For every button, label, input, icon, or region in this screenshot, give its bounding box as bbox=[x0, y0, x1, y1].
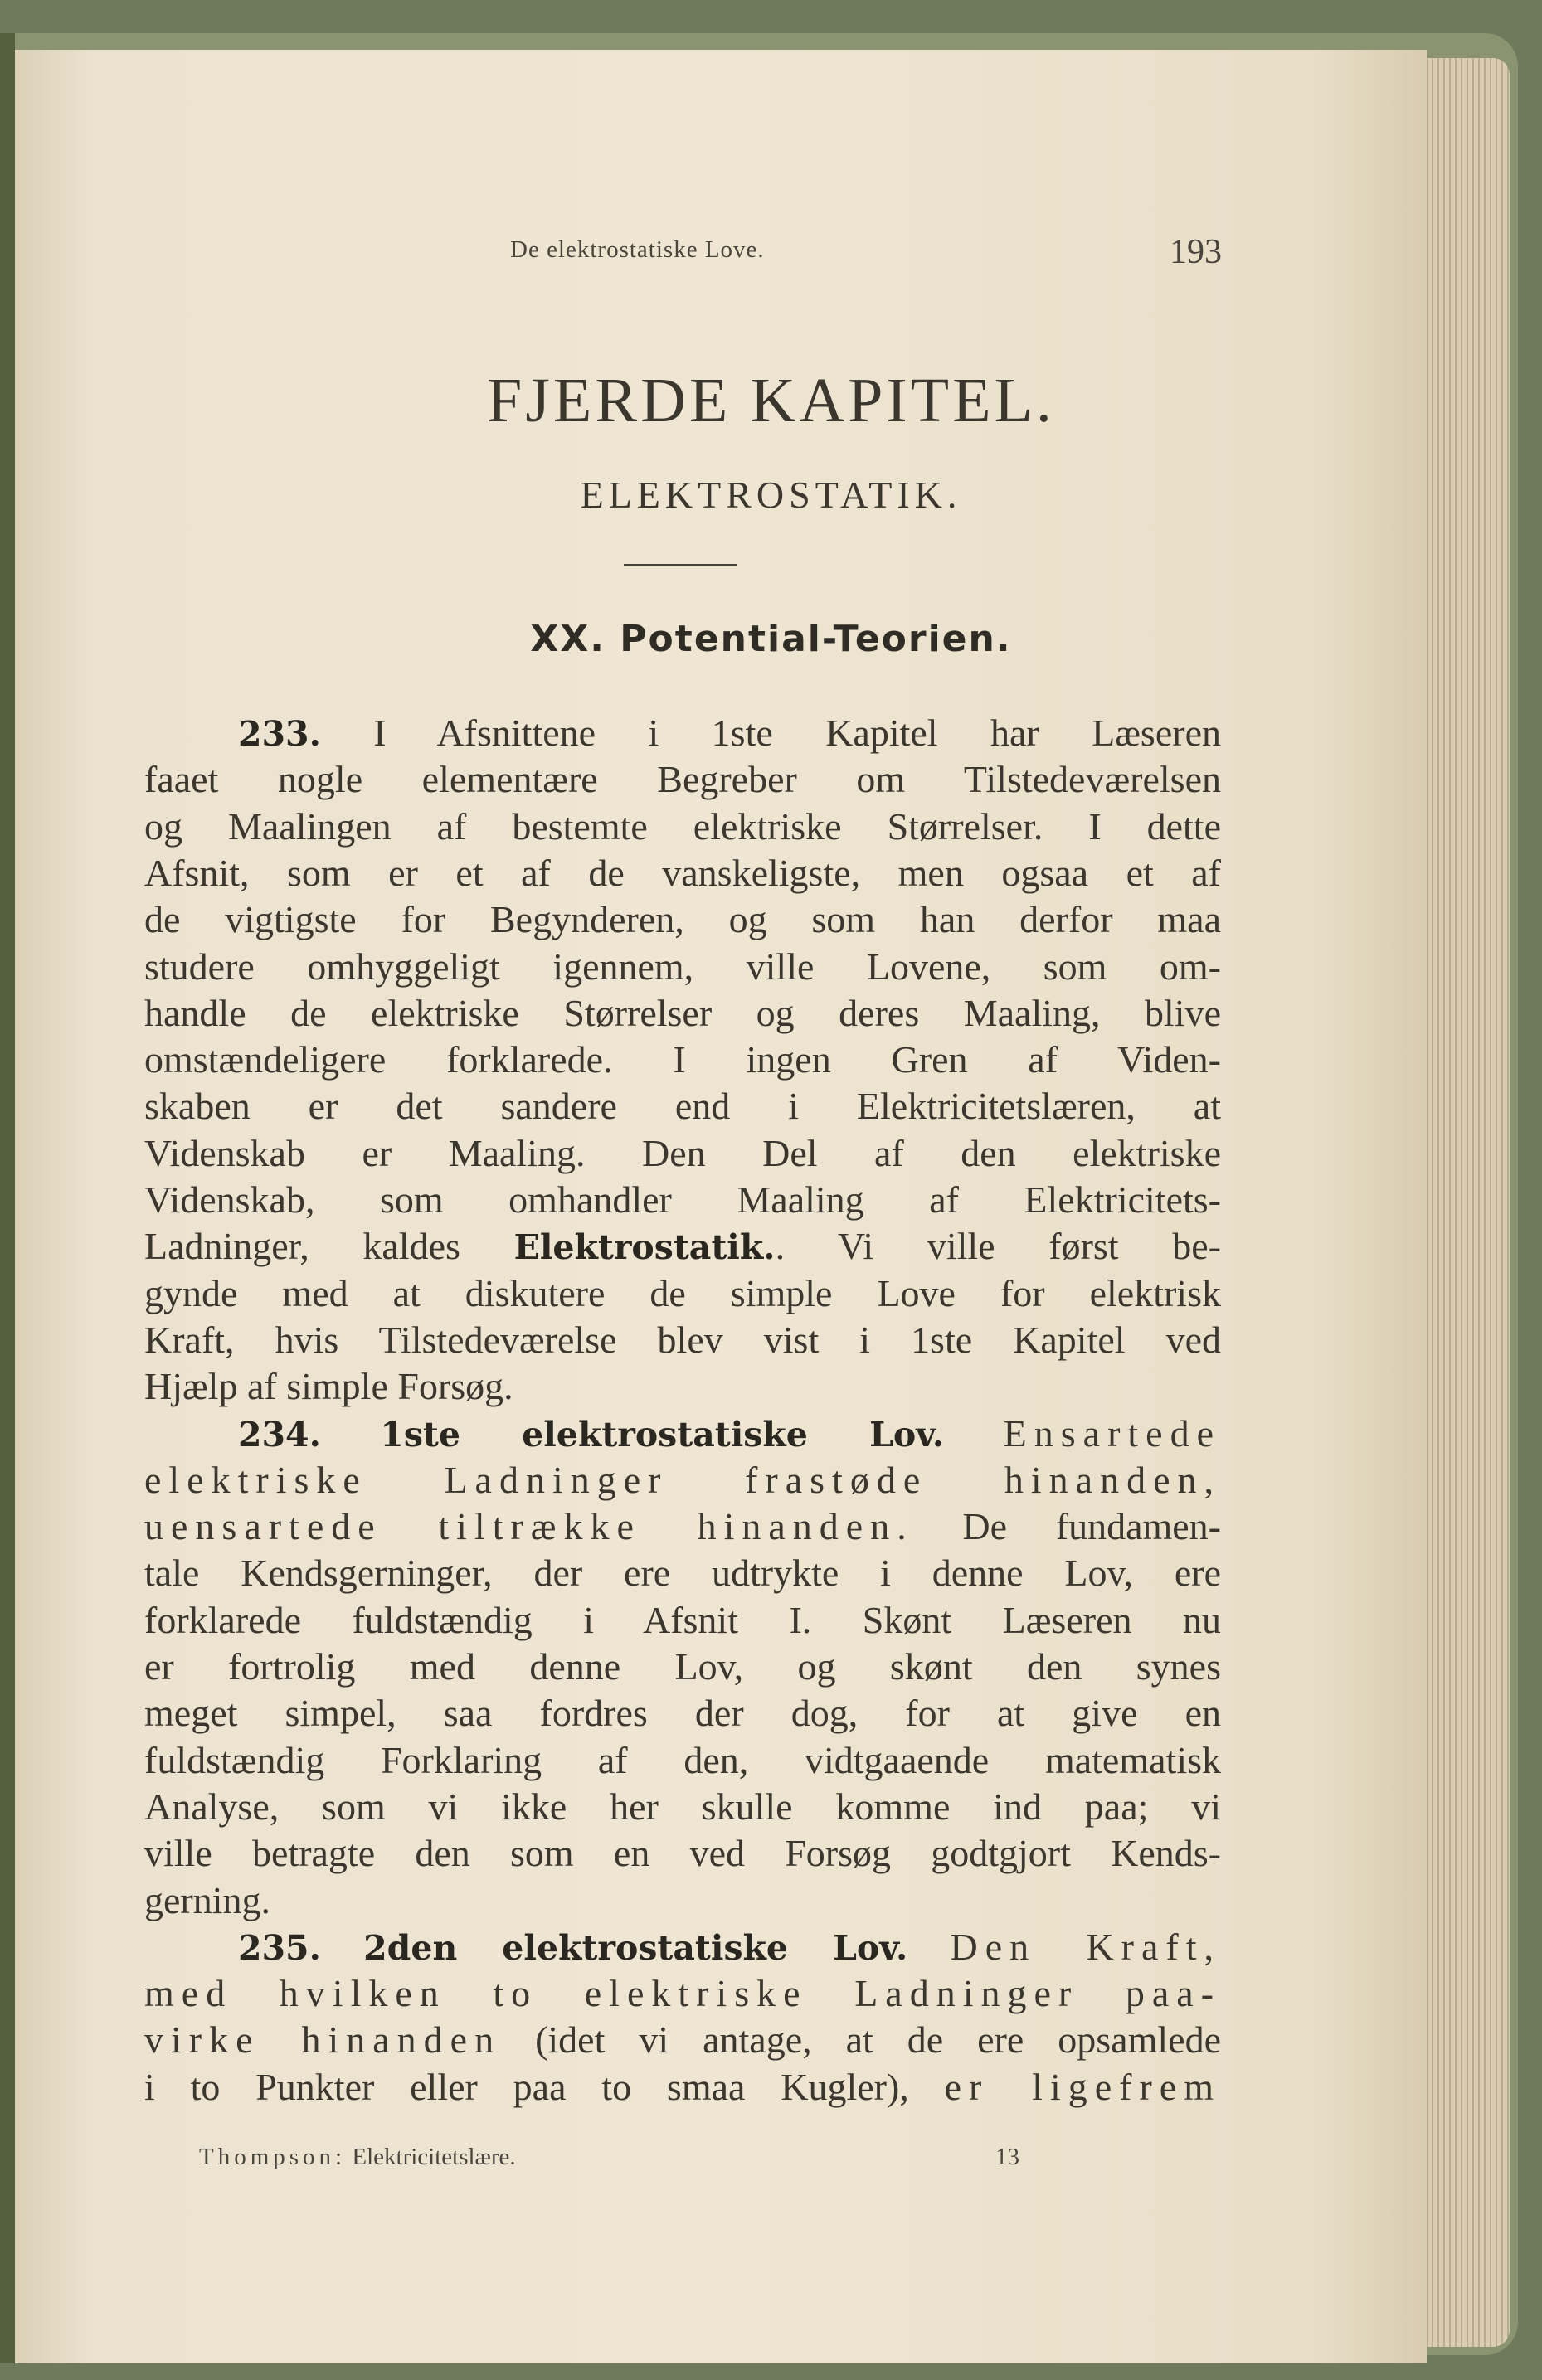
text-line bbox=[144, 1037, 1221, 1083]
text-span: Analyse, som vi ikke her skulle komme ind paa; vi bbox=[144, 1785, 1221, 1828]
text-span: Hjælp af simple Forsøg. bbox=[144, 1365, 513, 1408]
text-line bbox=[144, 1363, 1221, 1410]
text-line bbox=[144, 2017, 1221, 2063]
section-heading: XX. Potential-Teorien. bbox=[530, 618, 1012, 660]
text-line bbox=[144, 1690, 1221, 1736]
footer-book: Elektricitetslære. bbox=[352, 2144, 516, 2170]
text-line bbox=[144, 1177, 1221, 1223]
text-line bbox=[144, 1644, 1221, 1690]
text-line bbox=[144, 1130, 1221, 1177]
bold-text: Elektrostatik. bbox=[513, 1227, 776, 1268]
text-line bbox=[144, 990, 1221, 1037]
text-line bbox=[144, 1503, 1221, 1550]
spaced-text: er ligefrem bbox=[944, 2065, 1221, 2108]
text-span: studere omhyggeligt igennem, ville Lovene, som om- bbox=[144, 945, 1221, 988]
spaced-text: med hvilken to elektriske Ladninger paa- bbox=[144, 1972, 1221, 2015]
text-line bbox=[144, 1223, 1221, 1270]
bold-text: 235. bbox=[238, 1927, 321, 1968]
text-line bbox=[144, 804, 1221, 850]
text-line bbox=[144, 1457, 1221, 1503]
text-line bbox=[238, 710, 1221, 757]
chapter-title: FJERDE KAPITEL. bbox=[487, 366, 1055, 435]
signature-mark: 13 bbox=[995, 2144, 1019, 2170]
text-span: Videnskab, som omhandler Maaling af Elektricitets- bbox=[144, 1178, 1221, 1221]
spaced-text: Ensartede bbox=[1003, 1411, 1222, 1455]
text-line bbox=[144, 1550, 1221, 1596]
text-span: meget simpel, saa fordres der dog, for at give en bbox=[144, 1692, 1221, 1735]
text-span: omstændeligere forklarede. I ingen Gren af Viden- bbox=[144, 1038, 1221, 1081]
text-span: . Vi ville først be- bbox=[775, 1225, 1221, 1268]
text-line bbox=[144, 1317, 1221, 1363]
text-span: i to Punkter eller paa to smaa Kugler), bbox=[144, 2065, 945, 2108]
text-span: De fundamen- bbox=[913, 1505, 1221, 1548]
text-span: Afsnit, som er et af de vanskeligste, men ogsaa et af bbox=[144, 851, 1221, 894]
text-line bbox=[238, 1411, 1221, 1458]
text-line bbox=[144, 756, 1221, 803]
text-span: faaet nogle elementære Begreber om Tilstedeværelsen bbox=[144, 758, 1221, 801]
text-span: Ladninger, kaldes bbox=[144, 1225, 514, 1268]
text-line bbox=[144, 896, 1221, 943]
text-line bbox=[144, 2064, 1221, 2110]
text-line bbox=[238, 1924, 1221, 1971]
text-span: forklarede fuldstændig i Afsnit I. Skønt Læseren nu bbox=[144, 1598, 1221, 1641]
text-line bbox=[144, 1970, 1221, 2017]
text-span: gynde med at diskutere de simple Love for elektrisk bbox=[144, 1271, 1221, 1314]
divider bbox=[624, 564, 737, 566]
bold-text: 2den elektrostatiske Lov. bbox=[363, 1927, 908, 1968]
text-span: fuldstændig Forklaring af den, vidtgaaende matematisk bbox=[144, 1738, 1221, 1781]
text-line bbox=[144, 1597, 1221, 1644]
text-span: handle de elektriske Størrelser og deres Maaling, blive bbox=[144, 991, 1221, 1034]
text-line bbox=[144, 1784, 1221, 1830]
spaced-text: elektriske Ladninger frastøde hinanden, bbox=[144, 1458, 1221, 1501]
text-span bbox=[944, 1412, 1003, 1455]
footer-author: Thompson: bbox=[199, 2144, 347, 2170]
text-span: tale Kendsgerninger, der ere udtrykte i denne Lov, ere bbox=[144, 1552, 1221, 1595]
text-line bbox=[144, 1877, 1221, 1924]
bold-text: 234. bbox=[238, 1414, 321, 1455]
text-line bbox=[144, 1737, 1221, 1784]
text-span bbox=[907, 1926, 950, 1968]
text-line bbox=[144, 1083, 1221, 1129]
footer-title bbox=[199, 2144, 516, 2171]
text-span: ville betragte den som en ved Forsøg godtgjort Kends- bbox=[144, 1832, 1221, 1875]
bold-text: 1ste elektrostatiske Lov. bbox=[380, 1414, 945, 1455]
text-span: Kraft, hvis Tilstedeværelse blev vist i 1ste Kapitel ved bbox=[144, 1318, 1221, 1361]
text-span: gerning. bbox=[144, 1878, 271, 1921]
chapter-subtitle: ELEKTROSTATIK. bbox=[580, 474, 962, 516]
text-span bbox=[321, 1412, 380, 1455]
text-span: (idet vi antage, at de ere opsamlede bbox=[501, 2018, 1221, 2062]
text-span: I Afsnittene i 1ste Kapitel har Læseren bbox=[320, 712, 1221, 754]
running-header: De elektrostatiske Love. bbox=[510, 236, 765, 263]
text-span: Videnskab er Maaling. Den Del af den elektriske bbox=[144, 1131, 1221, 1174]
text-span bbox=[321, 1926, 363, 1968]
page-number: 193 bbox=[1170, 233, 1222, 271]
text-span: og Maalingen af bestemte elektriske Størrelser. I dette bbox=[144, 804, 1221, 848]
text-span: skaben er det sandere end i Elektricitetslæren, at bbox=[144, 1085, 1221, 1128]
text-span: er fortrolig med denne Lov, og skønt den synes bbox=[144, 1645, 1221, 1688]
spaced-text: Den Kraft, bbox=[950, 1925, 1222, 1968]
spaced-text: virke hinanden bbox=[144, 2018, 502, 2062]
text-line bbox=[144, 944, 1221, 990]
text-line bbox=[144, 1270, 1221, 1317]
bold-text: 233. bbox=[238, 714, 321, 754]
text-span: de vigtigste for Begynderen, og som han derfor maa bbox=[144, 898, 1221, 941]
spaced-text: uensartede tiltrække hinanden. bbox=[144, 1505, 914, 1548]
text-line bbox=[144, 850, 1221, 896]
text-line bbox=[144, 1830, 1221, 1877]
